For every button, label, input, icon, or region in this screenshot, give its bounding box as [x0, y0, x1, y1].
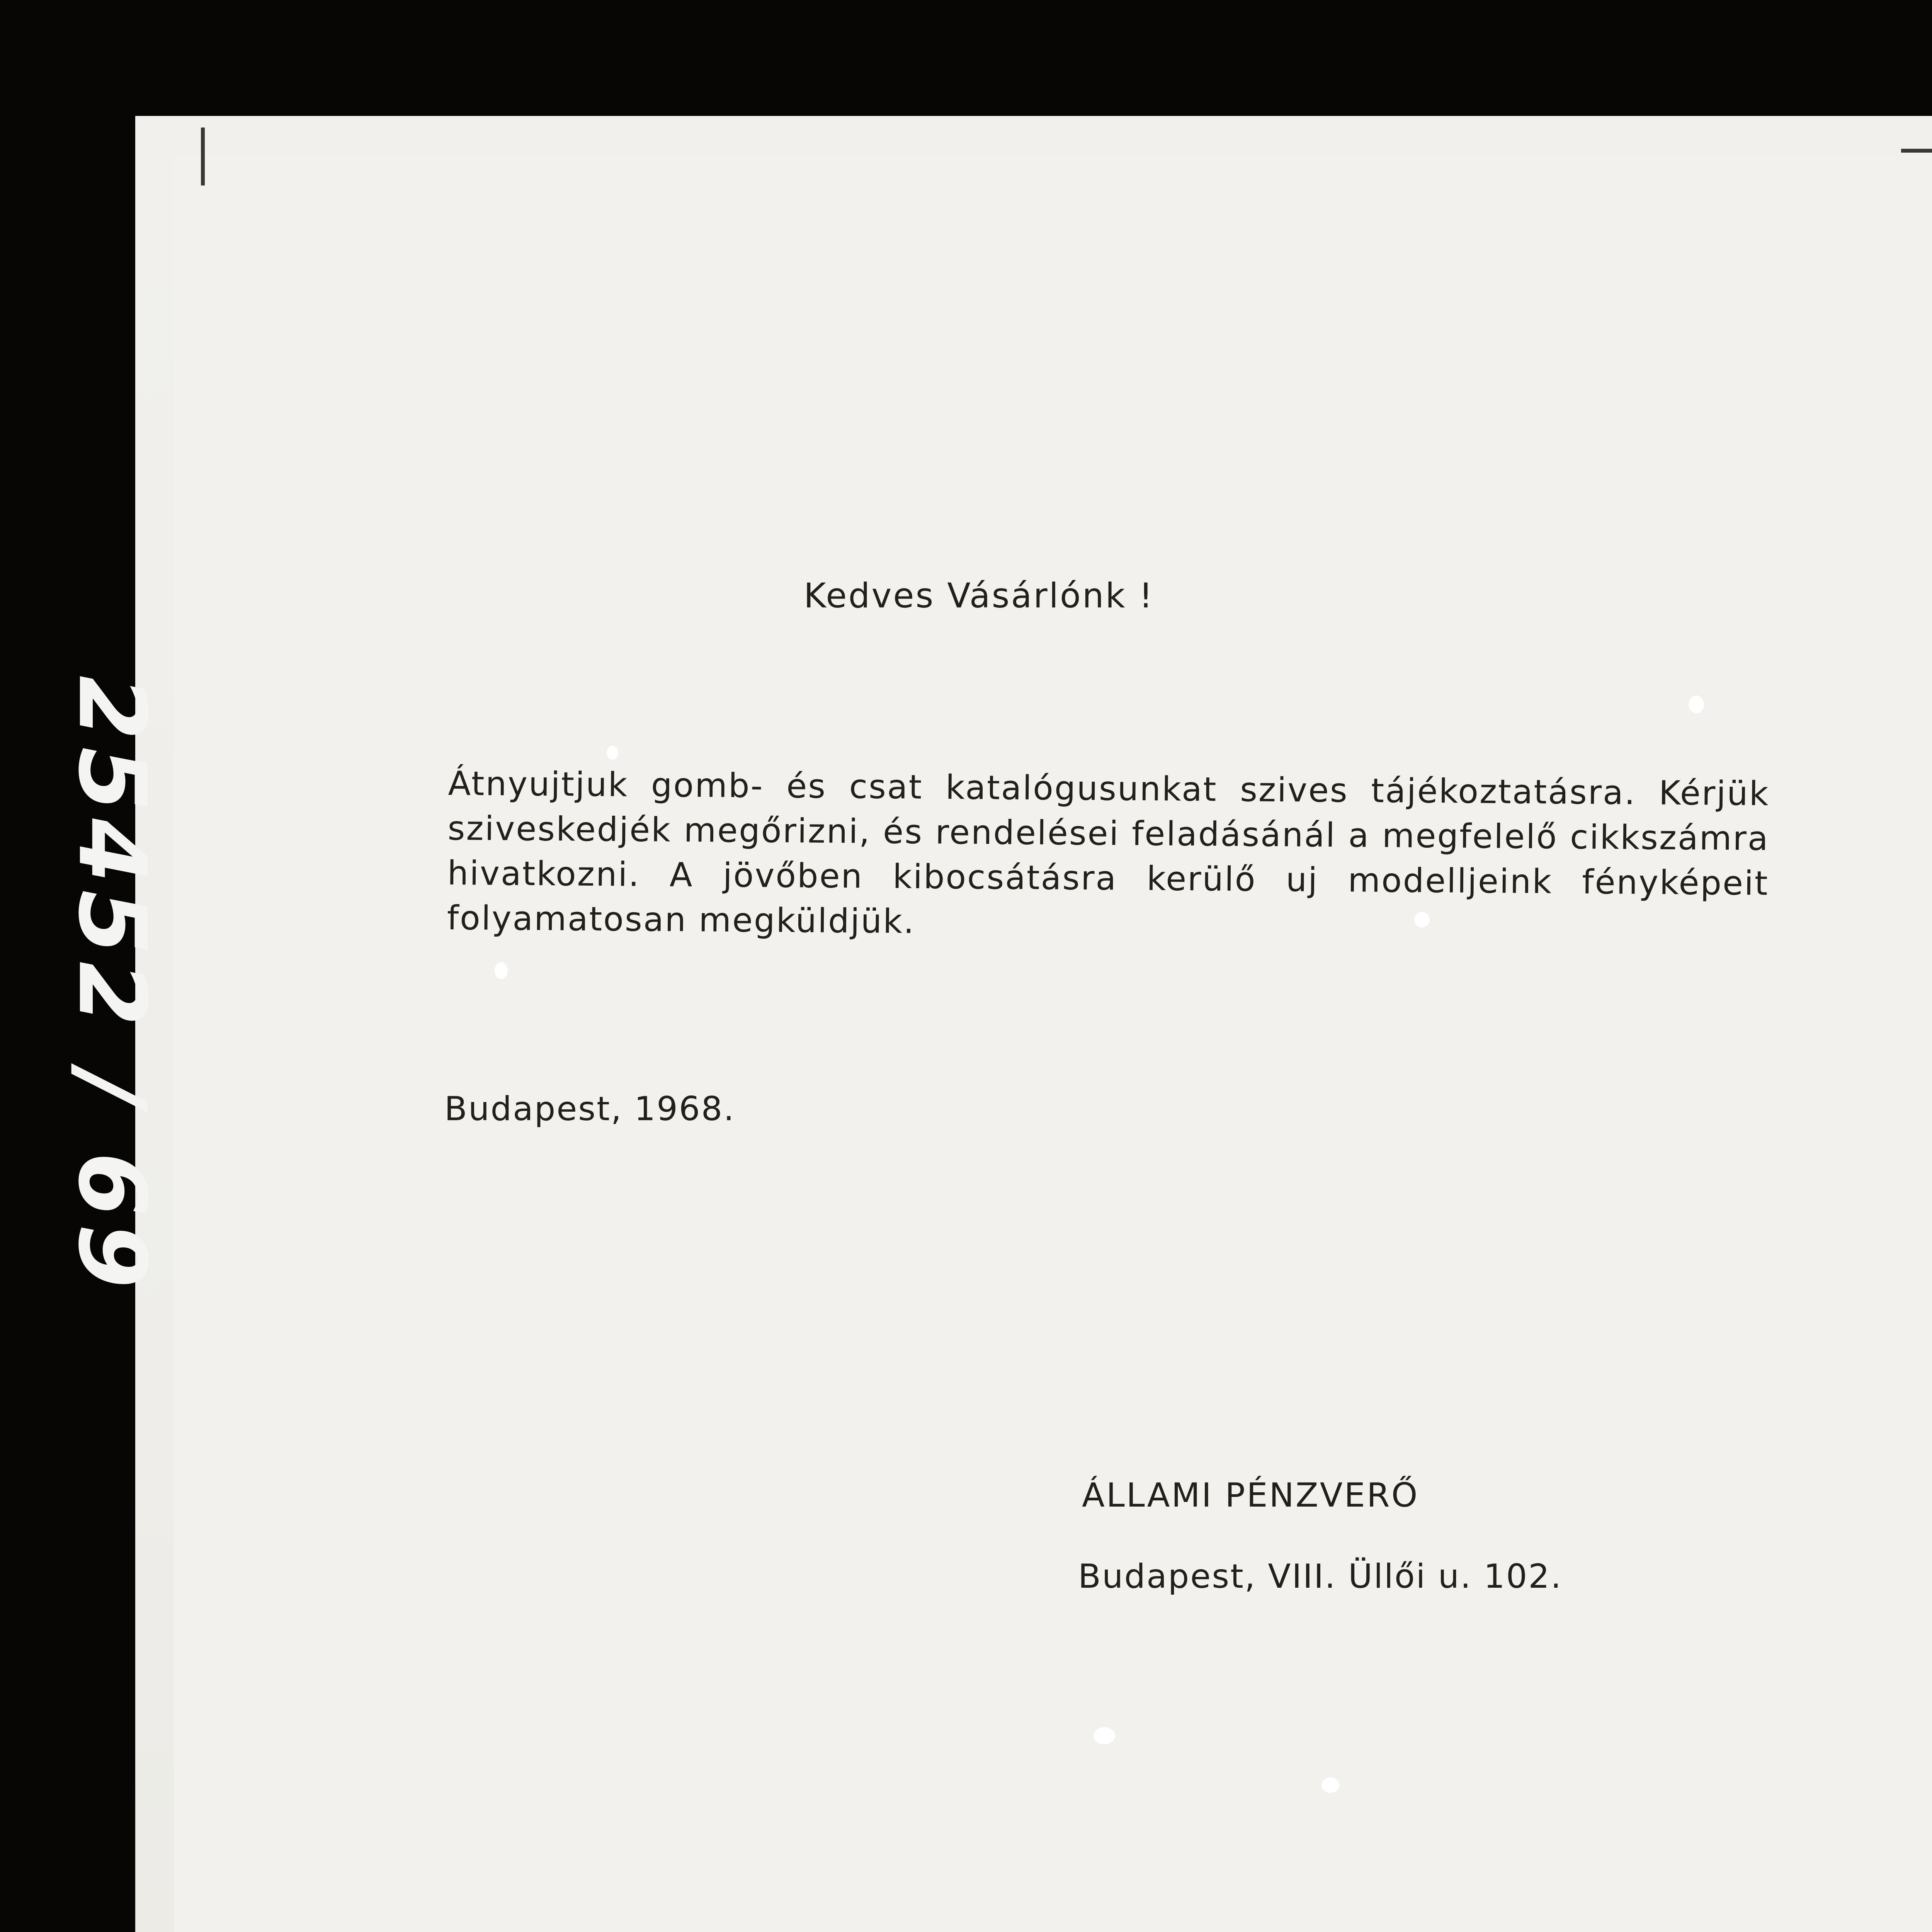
- dust-speck: [1321, 1777, 1339, 1793]
- paper-sheet: [174, 155, 1932, 1932]
- crop-mark-top-right: [1901, 149, 1932, 153]
- dust-speck: [1094, 1727, 1115, 1744]
- negative-number-handwritten: [46, 657, 178, 1314]
- dust-speck: [1689, 696, 1704, 713]
- crop-mark-top-left: [201, 128, 205, 185]
- letter-body: Átnyujtjuk gomb- és csat katalógusunkat szives tájékoztatásra. Kérjük sziveskedjék megőrizni, és rendelései feladásánál a megfelelő cikkszámra hivatkozni. A jövőben kibocsátásra kerülő uj modelljeink fényképeit folyamatosan megküldjük.: [447, 764, 1770, 941]
- letter-greeting: Kedves Vásárlónk !: [804, 576, 1154, 616]
- negative-number-text: 25452 / 69: [58, 675, 166, 1295]
- letter-signature-address: Budapest, VIII. Üllői u. 102.: [1078, 1557, 1563, 1596]
- letter-place-date: Budapest, 1968.: [444, 1090, 735, 1128]
- dust-speck: [495, 962, 508, 979]
- letter-signature-name: ÁLLAMI PÉNZVERŐ: [1082, 1476, 1419, 1515]
- dust-speck: [1414, 912, 1430, 927]
- dust-speck: [607, 746, 618, 760]
